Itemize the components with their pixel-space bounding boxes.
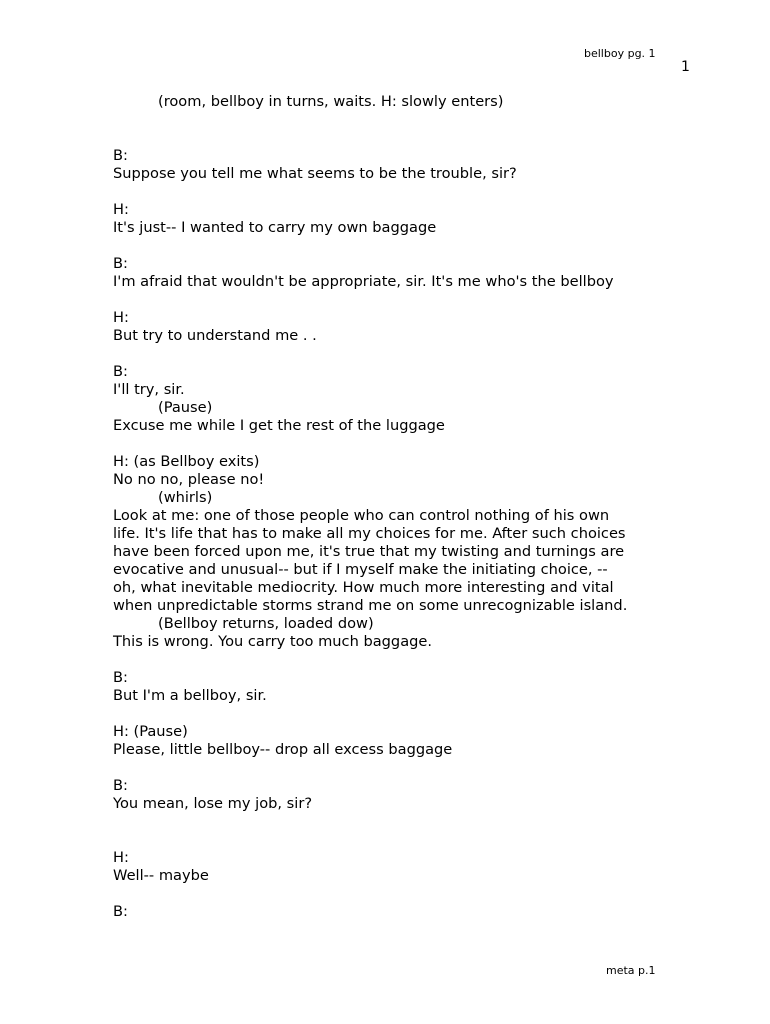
speaker-label: B:	[113, 147, 128, 164]
dialogue-line: But try to understand me . .	[113, 327, 317, 344]
speaker-label: H: (Pause)	[113, 723, 188, 740]
running-footer: meta p.1	[606, 964, 656, 977]
stage-direction: (whirls)	[158, 489, 213, 506]
speaker-label: H:	[113, 849, 129, 866]
dialogue-line: oh, what inevitable mediocrity. How much more interesting and vital	[113, 579, 614, 596]
dialogue-line: Excuse me while I get the rest of the luggage	[113, 417, 445, 434]
dialogue-line: It's just-- I wanted to carry my own baggage	[113, 219, 437, 236]
dialogue-line: This is wrong. You carry too much baggage.	[113, 633, 433, 650]
dialogue-line: Look at me: one of those people who can control nothing of his own	[113, 507, 610, 524]
speaker-label: B:	[113, 363, 128, 380]
speaker-label: B:	[113, 669, 128, 686]
stage-direction: (Pause)	[158, 399, 213, 416]
dialogue-line: No no no, please no!	[113, 471, 265, 488]
running-header: bellboy pg. 1	[584, 47, 656, 60]
speaker-label: H: (as Bellboy exits)	[113, 453, 260, 470]
stage-direction: (Bellboy returns, loaded dow)	[158, 615, 374, 632]
dialogue-line: when unpredictable storms strand me on some unrecognizable island.	[113, 597, 628, 614]
dialogue-line: You mean, lose my job, sir?	[113, 795, 313, 812]
dialogue-line: I'm afraid that wouldn't be appropriate, sir. It's me who's the bellboy	[113, 273, 614, 290]
speaker-label: B:	[113, 255, 128, 272]
dialogue-line: But I'm a bellboy, sir.	[113, 687, 267, 704]
dialogue-line: life. It's life that has to make all my choices for me. After such choices	[113, 525, 626, 542]
speaker-label: H:	[113, 201, 129, 218]
script-body	[113, 93, 673, 921]
page-number: 1	[681, 59, 690, 75]
dialogue-line: Well-- maybe	[113, 867, 209, 884]
stage-direction: (room, bellboy in turns, waits. H: slowly enters)	[158, 93, 504, 110]
dialogue-line: evocative and unusual-- but if I myself make the initiating choice, --	[113, 561, 608, 578]
speaker-label: B:	[113, 903, 128, 920]
dialogue-line: Please, little bellboy-- drop all excess baggage	[113, 741, 453, 758]
dialogue-line: I'll try, sir.	[113, 381, 185, 398]
speaker-label: B:	[113, 777, 128, 794]
dialogue-line: Suppose you tell me what seems to be the trouble, sir?	[113, 165, 517, 182]
dialogue-line: have been forced upon me, it's true that my twisting and turnings are	[113, 543, 625, 560]
speaker-label: H:	[113, 309, 129, 326]
